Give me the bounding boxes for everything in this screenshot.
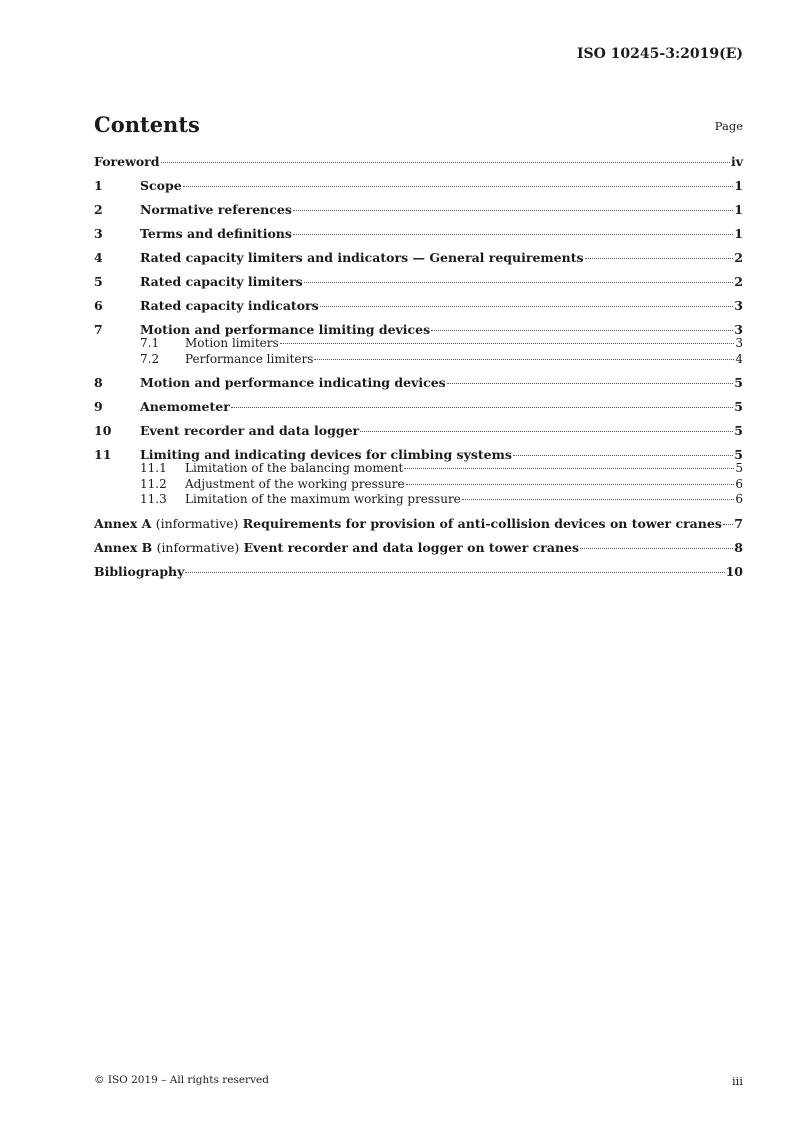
toc-entry-number: 4	[94, 250, 103, 265]
dot-leader	[513, 455, 733, 456]
dot-leader	[462, 499, 735, 500]
dot-leader	[183, 186, 734, 187]
toc-entry-title: Limiting and indicating devices for climbing systems	[140, 447, 512, 462]
toc-entry[interactable]	[94, 399, 743, 415]
toc-entry-title: Event recorder and data logger	[140, 423, 360, 438]
annex-label: Annex B	[94, 539, 153, 555]
dot-leader	[293, 234, 733, 235]
toc-entry[interactable]	[94, 226, 743, 242]
toc-subentry-number: 11.2	[140, 476, 167, 491]
toc-entry-title: Motion and performance indicating devices	[140, 375, 446, 390]
document-header: ISO 10245-3:2019(E)	[576, 46, 743, 62]
toc-subentry-title: Performance limiters	[185, 351, 314, 366]
toc-entry-title: Scope	[140, 178, 182, 193]
toc-entry-number: 1	[94, 178, 103, 193]
toc-subentry-page: 3	[735, 336, 743, 350]
toc-subentry[interactable]	[94, 336, 743, 352]
toc-entry[interactable]	[94, 178, 743, 194]
toc-entry[interactable]	[94, 250, 743, 266]
toc-entry[interactable]	[94, 298, 743, 314]
toc-entry[interactable]	[94, 375, 743, 391]
toc-subentry-number: 11.3	[140, 492, 167, 506]
toc-entry-page: 1	[734, 226, 743, 241]
toc-entry-page: 3	[734, 322, 743, 337]
annex-title: Event recorder and data logger on tower cranes	[243, 539, 580, 555]
toc-entry-title: Normative references	[140, 202, 292, 217]
toc-subentry-number: 7.1	[140, 336, 160, 350]
toc-entry-title: Terms and definitions	[140, 226, 292, 241]
dot-leader	[360, 431, 733, 432]
annex-title: Requirements for provision of anti-collision devices on tower cranes	[242, 515, 722, 531]
toc-entry-number: 8	[94, 375, 103, 390]
toc-entry[interactable]	[94, 154, 743, 170]
toc-entry-title: Bibliography	[94, 563, 185, 579]
toc-subentry-number: 11.1	[140, 461, 167, 475]
toc-entry-page: 8	[734, 539, 743, 555]
toc-entry-number: 2	[94, 202, 103, 217]
toc-entry-page: iv	[730, 154, 743, 169]
toc-entry-title: Anemometer	[140, 399, 230, 414]
toc-subentry-title: Adjustment of the working pressure	[185, 476, 405, 491]
dot-leader	[161, 162, 730, 163]
toc-subentry[interactable]	[94, 492, 743, 508]
dot-leader	[406, 484, 735, 485]
document-footer	[94, 1074, 743, 1088]
toc-entry-page: 5	[734, 447, 743, 462]
toc-entry-page: 7	[734, 515, 743, 531]
dot-leader	[585, 258, 734, 259]
toc-subentry[interactable]	[94, 461, 743, 477]
toc-entry[interactable]	[94, 202, 743, 218]
toc-entry-page: 3	[734, 298, 743, 313]
toc-entry-page: 10	[725, 563, 743, 579]
toc-entry-number: 7	[94, 322, 103, 337]
toc-entry-page: 1	[734, 178, 743, 193]
toc-entry[interactable]	[94, 564, 743, 580]
toc-entry[interactable]	[94, 540, 743, 556]
toc-subentry-page: 6	[735, 492, 743, 506]
toc-entry-page: 2	[734, 274, 743, 289]
dot-leader	[304, 282, 734, 283]
dot-leader	[231, 407, 734, 408]
toc-subentry-page: 5	[735, 461, 743, 475]
toc-entry-page: 1	[734, 202, 743, 217]
dot-leader	[447, 383, 734, 384]
annex-annotation: (informative)	[155, 515, 239, 531]
toc-entry-number: 9	[94, 399, 103, 414]
toc-subentry-title: Limitation of the balancing moment	[185, 461, 404, 475]
table-of-contents	[94, 154, 743, 580]
annex-annotation: (informative)	[156, 539, 240, 555]
toc-entry-title	[94, 540, 579, 556]
dot-leader	[185, 572, 724, 573]
toc-entry-title: Rated capacity indicators	[140, 298, 319, 313]
toc-entry-page: 5	[734, 375, 743, 390]
dot-leader	[293, 210, 733, 211]
toc-subentry-page: 4	[735, 351, 743, 366]
toc-subentry-number: 7.2	[140, 351, 160, 366]
dot-leader	[280, 343, 735, 344]
toc-subentry[interactable]	[94, 477, 743, 493]
dot-leader	[404, 468, 734, 469]
annex-label: Annex A	[94, 515, 152, 531]
toc-entry-number: 10	[94, 423, 112, 438]
toc-entry-number: 3	[94, 226, 103, 241]
copyright-notice: © ISO 2019 – All rights reserved	[94, 1074, 269, 1086]
toc-entry-number: 6	[94, 298, 103, 313]
contents-title: Contents	[94, 112, 200, 137]
toc-subentry[interactable]	[94, 352, 743, 368]
toc-entry-title: Foreword	[94, 154, 160, 169]
toc-entry-page: 2	[734, 250, 743, 265]
toc-entry-page: 5	[734, 399, 743, 414]
dot-leader	[723, 524, 733, 525]
toc-entry-page: 5	[734, 423, 743, 438]
toc-subentry-title: Motion limiters	[185, 336, 279, 350]
toc-entry-number: 5	[94, 274, 103, 289]
dot-leader	[431, 330, 733, 331]
toc-entry[interactable]	[94, 274, 743, 290]
dot-leader	[314, 359, 734, 360]
toc-entry-title: Rated capacity limiters	[140, 274, 303, 289]
toc-entry-title: Rated capacity limiters and indicators — General requirements	[140, 250, 584, 265]
toc-entry[interactable]	[94, 516, 743, 532]
toc-subentry-title: Limitation of the maximum working pressure	[185, 492, 461, 506]
footer-page-number: iii	[731, 1074, 743, 1088]
toc-entry[interactable]	[94, 423, 743, 439]
toc-subentry-page: 6	[735, 476, 743, 491]
dot-leader	[580, 548, 733, 549]
toc-entry-title: Motion and performance limiting devices	[140, 322, 431, 337]
page-column-label: Page	[714, 119, 743, 133]
toc-entry-title	[94, 516, 722, 532]
dot-leader	[320, 306, 734, 307]
toc-entry-number: 11	[94, 447, 112, 462]
